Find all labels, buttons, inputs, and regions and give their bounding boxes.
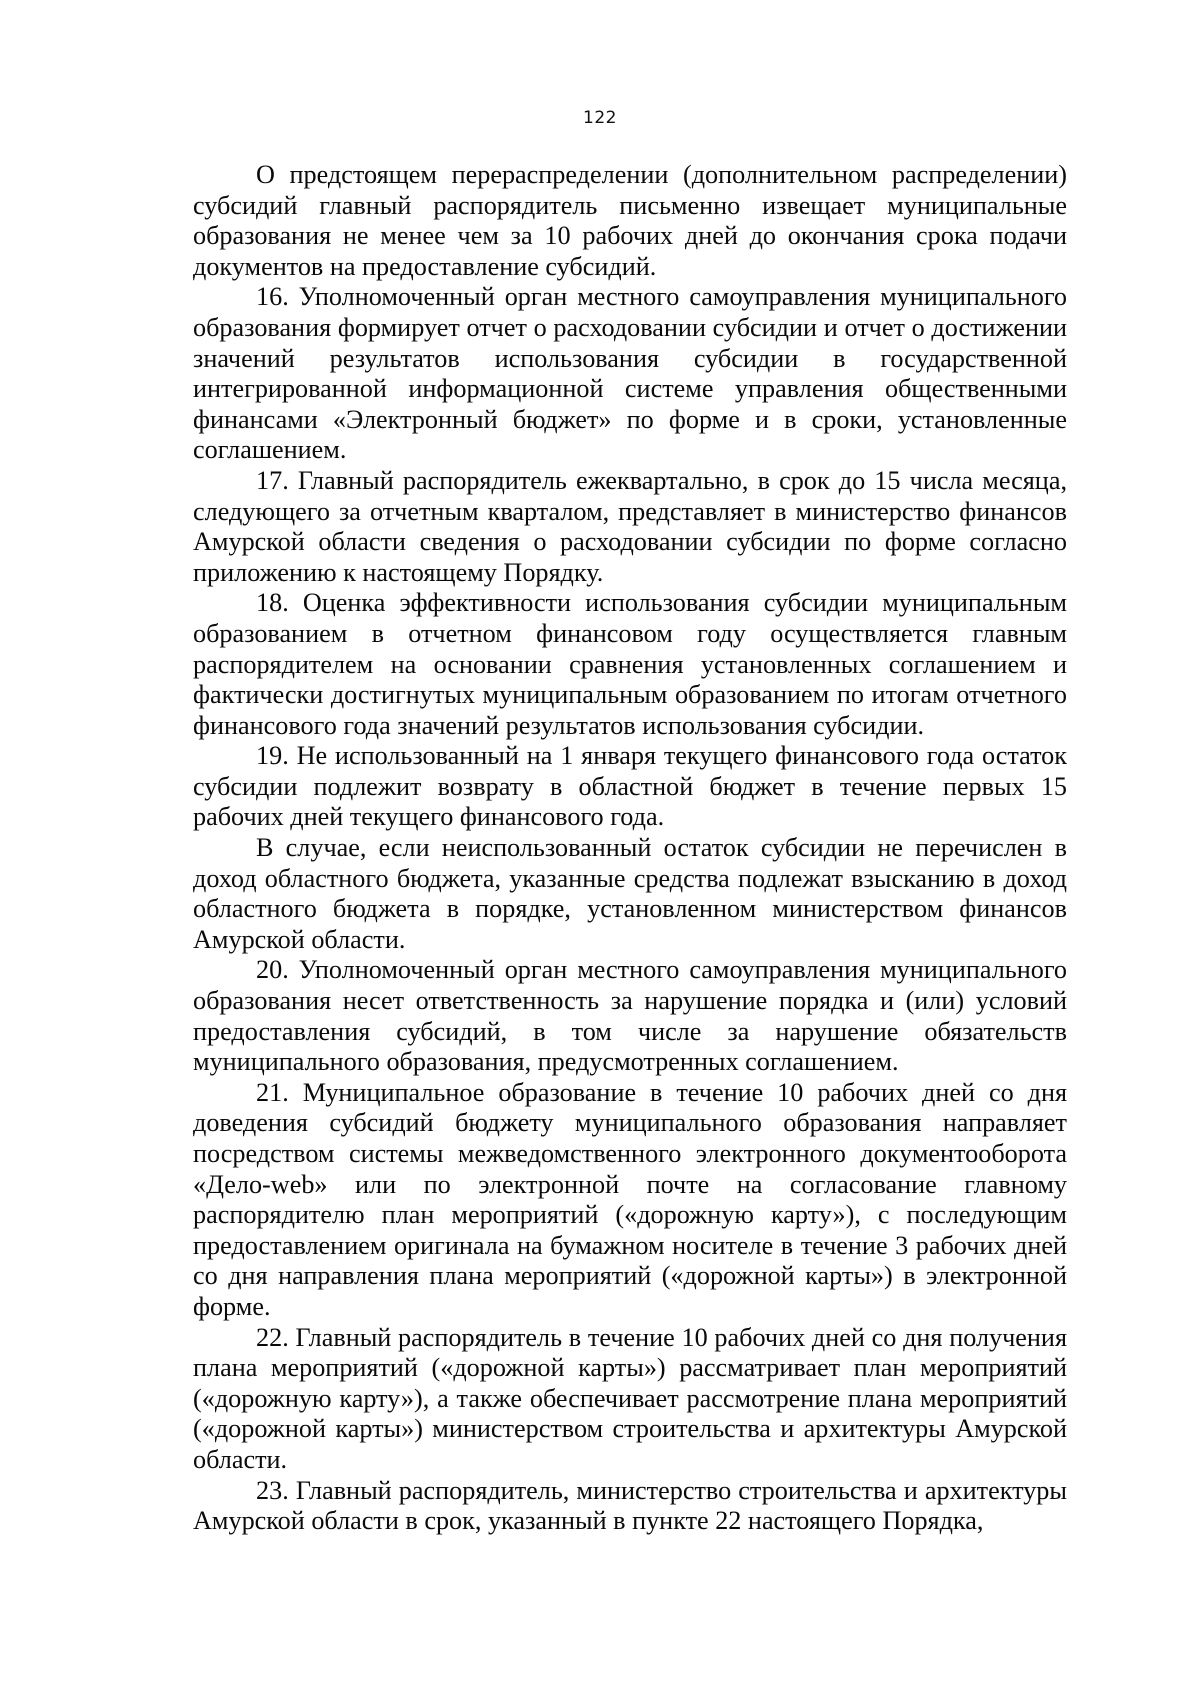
paragraph-23-ministry-review: 23. Главный распорядитель, министерство строительства и архитектуры Амурской области в срок, указанный в пункте 22 настоящего Порядка, xyxy=(193,1475,1067,1536)
document-body xyxy=(193,160,1067,1537)
page-number: 122 xyxy=(583,108,617,128)
paragraph-16-report-formation: 16. Уполномоченный орган местного самоуправления муниципального образования формирует отчет о расходовании субсидии и отчет о достижении значений результатов использования субсидии в государственной интегрированной информационной системе управления общественными финансами «Электронный бюджет» по форме и в сроки, установленные соглашением. xyxy=(193,282,1067,465)
paragraph-22-roadmap-review: 22. Главный распорядитель в течение 10 рабочих дней со дня получения плана мероприятий («дорожной карты») рассматривает план мероприятий («дорожную карту»), а также обеспечивает рассмотрение плана мероприятий («дорожной карты») министерством строительства и архитектуры Амурской области. xyxy=(193,1322,1067,1474)
paragraph-subsidy-redistribution-notice: О предстоящем перераспределении (дополнительном распределении) субсидий главный распорядитель письменно извещает муниципальные образования не менее чем за 10 рабочих дней до окончания срока подачи документов на предоставление субсидий. xyxy=(193,160,1067,281)
paragraph-17-quarterly-report: 17. Главный распорядитель ежеквартально, в срок до 15 числа месяца, следующего за отчетным кварталом, представляет в министерство финансов Амурской области сведения о расходовании субсидии по форме согласно приложению к настоящему Порядку. xyxy=(193,465,1067,587)
paragraph-19-recovery-case: В случае, если неиспользованный остаток субсидии не перечислен в доход областного бюджета, указанные средства подлежат взысканию в доход областного бюджета в порядке, установленном министерством финансов Амурской области. xyxy=(193,833,1067,954)
paragraph-21-roadmap-submission: 21. Муниципальное образование в течение 10 рабочих дней со дня доведения субсидий бюджету муниципального образования направляет посредством системы межведомственного электронного документооборота «Дело-web» или по электронной почте на согласование главному распорядителю план мероприятий («дорожную карту»), с последующим предоставлением оригинала на бумажном носителе в течение 3 рабочих дней со дня направления плана мероприятий («дорожной карты») в электронной форме. xyxy=(193,1077,1067,1321)
paragraph-19-unused-balance-return: 19. Не использованный на 1 января текущего финансового года остаток субсидии подлежит возврату в областной бюджет в течение первых 15 рабочих дней текущего финансового года. xyxy=(193,741,1067,832)
paragraph-18-efficiency-assessment: 18. Оценка эффективности использования субсидии муниципальным образованием в отчетном финансовом году осуществляется главным распорядителем на основании сравнения установленных соглашением и фактически достигнутых муниципальным образованием по итогам отчетного финансового года значений результатов использования субсидии. xyxy=(193,588,1067,740)
paragraph-20-responsibility: 20. Уполномоченный орган местного самоуправления муниципального образования несет ответственность за нарушение порядка и (или) условий предоставления субсидий, в том числе за нарушение обязательств муниципального образования, предусмотренных соглашением. xyxy=(193,955,1067,1077)
